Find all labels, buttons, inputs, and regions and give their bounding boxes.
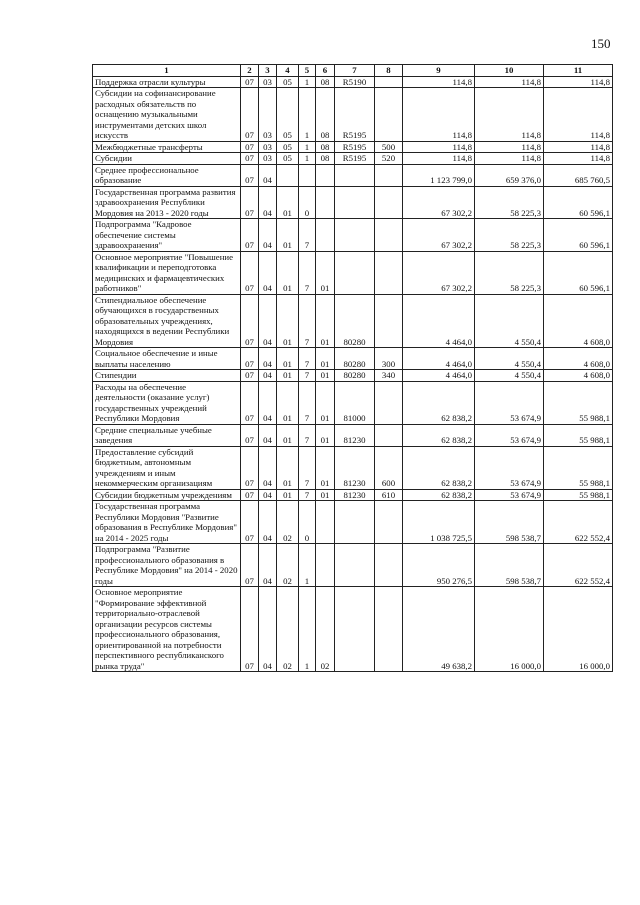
amount-cell: 4 550,4 xyxy=(475,370,544,382)
program-cell: 01 xyxy=(277,219,299,252)
amount-cell: 53 674,9 xyxy=(475,381,544,424)
program-cell xyxy=(277,164,299,186)
table-row xyxy=(93,446,613,489)
subprogram-cell: 1 xyxy=(299,544,316,587)
subprogram-cell: 1 xyxy=(299,141,316,153)
table-row xyxy=(93,424,613,446)
direction-cell xyxy=(335,219,375,252)
expense-type-cell xyxy=(375,424,403,446)
amount-cell: 62 838,2 xyxy=(403,446,475,489)
column-header: 10 xyxy=(475,65,544,77)
expense-type-cell xyxy=(375,381,403,424)
activity-cell: 02 xyxy=(316,587,335,672)
column-header: 1 xyxy=(93,65,241,77)
column-header: 9 xyxy=(403,65,475,77)
amount-cell: 60 596,1 xyxy=(544,186,613,219)
subsection-cell: 04 xyxy=(259,489,277,501)
expense-type-cell xyxy=(375,251,403,294)
program-cell: 02 xyxy=(277,544,299,587)
expense-type-cell xyxy=(375,587,403,672)
column-header: 6 xyxy=(316,65,335,77)
section-cell: 07 xyxy=(241,501,259,544)
subsection-cell: 04 xyxy=(259,219,277,252)
subprogram-cell: 7 xyxy=(299,489,316,501)
expense-type-cell xyxy=(375,219,403,252)
subsection-cell: 04 xyxy=(259,370,277,382)
expense-type-cell xyxy=(375,76,403,88)
direction-cell xyxy=(335,186,375,219)
activity-cell xyxy=(316,544,335,587)
table-row xyxy=(93,76,613,88)
amount-cell: 114,8 xyxy=(403,76,475,88)
row-name-cell: Межбюджетные трансферты xyxy=(93,141,241,153)
column-header: 3 xyxy=(259,65,277,77)
program-cell: 05 xyxy=(277,88,299,142)
amount-cell: 67 302,2 xyxy=(403,186,475,219)
amount-cell: 4 608,0 xyxy=(544,294,613,348)
subprogram-cell: 0 xyxy=(299,186,316,219)
section-cell: 07 xyxy=(241,164,259,186)
program-cell: 01 xyxy=(277,370,299,382)
amount-cell: 58 225,3 xyxy=(475,251,544,294)
subprogram-cell: 7 xyxy=(299,294,316,348)
amount-cell: 4 550,4 xyxy=(475,294,544,348)
section-cell: 07 xyxy=(241,294,259,348)
amount-cell: 114,8 xyxy=(544,88,613,142)
subprogram-cell: 0 xyxy=(299,501,316,544)
amount-cell: 4 608,0 xyxy=(544,370,613,382)
subsection-cell: 04 xyxy=(259,251,277,294)
amount-cell: 60 596,1 xyxy=(544,219,613,252)
activity-cell: 01 xyxy=(316,424,335,446)
expense-type-cell xyxy=(375,544,403,587)
amount-cell: 4 464,0 xyxy=(403,348,475,370)
column-header: 2 xyxy=(241,65,259,77)
row-name-cell: Расходы на обеспечение деятельности (оказание услуг) государственных учреждений Республики Мордовия xyxy=(93,381,241,424)
subsection-cell: 03 xyxy=(259,141,277,153)
activity-cell: 08 xyxy=(316,76,335,88)
program-cell: 02 xyxy=(277,587,299,672)
table-row xyxy=(93,501,613,544)
subsection-cell: 04 xyxy=(259,164,277,186)
subprogram-cell: 1 xyxy=(299,76,316,88)
amount-cell: 114,8 xyxy=(475,153,544,165)
subprogram-cell: 7 xyxy=(299,348,316,370)
subsection-cell: 04 xyxy=(259,446,277,489)
activity-cell: 08 xyxy=(316,153,335,165)
direction-cell: R5190 xyxy=(335,76,375,88)
section-cell: 07 xyxy=(241,219,259,252)
row-name-cell: Стипендиальное обеспечение обучающихся в государственных образовательных учреждениях, находящихся в ведении Республики Мордовия xyxy=(93,294,241,348)
table-row xyxy=(93,141,613,153)
table-row xyxy=(93,381,613,424)
amount-cell: 58 225,3 xyxy=(475,186,544,219)
subsection-cell: 04 xyxy=(259,348,277,370)
subprogram-cell: 7 xyxy=(299,370,316,382)
amount-cell: 114,8 xyxy=(544,76,613,88)
section-cell: 07 xyxy=(241,251,259,294)
expense-type-cell: 610 xyxy=(375,489,403,501)
activity-cell xyxy=(316,501,335,544)
column-header: 4 xyxy=(277,65,299,77)
amount-cell: 950 276,5 xyxy=(403,544,475,587)
direction-cell: R5195 xyxy=(335,141,375,153)
amount-cell: 114,8 xyxy=(475,88,544,142)
row-name-cell: Субсидии на софинансирование расходных обязательств по оснащению музыкальными инструментами детских школ искусств xyxy=(93,88,241,142)
program-cell: 01 xyxy=(277,251,299,294)
expense-type-cell xyxy=(375,501,403,544)
row-name-cell: Социальное обеспечение и иные выплаты населению xyxy=(93,348,241,370)
amount-cell: 16 000,0 xyxy=(475,587,544,672)
amount-cell: 114,8 xyxy=(403,88,475,142)
column-header: 8 xyxy=(375,65,403,77)
column-header: 5 xyxy=(299,65,316,77)
column-header: 7 xyxy=(335,65,375,77)
direction-cell: 81230 xyxy=(335,424,375,446)
amount-cell: 55 988,1 xyxy=(544,489,613,501)
direction-cell: 81230 xyxy=(335,489,375,501)
program-cell: 01 xyxy=(277,348,299,370)
amount-cell: 4 550,4 xyxy=(475,348,544,370)
amount-cell: 60 596,1 xyxy=(544,251,613,294)
direction-cell xyxy=(335,251,375,294)
amount-cell: 598 538,7 xyxy=(475,501,544,544)
row-name-cell: Подпрограмма "Развитие профессионального образования в Республике Мордовия" на 2014 - 2020 годы xyxy=(93,544,241,587)
row-name-cell: Подпрограмма "Кадровое обеспечение системы здравоохранения" xyxy=(93,219,241,252)
program-cell: 01 xyxy=(277,294,299,348)
activity-cell: 01 xyxy=(316,381,335,424)
section-cell: 07 xyxy=(241,424,259,446)
activity-cell: 01 xyxy=(316,251,335,294)
row-name-cell: Государственная программа Республики Мордовия "Развитие образования в Республике Мордовия" на 2014 - 2025 годы xyxy=(93,501,241,544)
direction-cell xyxy=(335,544,375,587)
amount-cell: 53 674,9 xyxy=(475,446,544,489)
table-row xyxy=(93,164,613,186)
amount-cell: 685 760,5 xyxy=(544,164,613,186)
row-name-cell: Субсидии бюджетным учреждениям xyxy=(93,489,241,501)
section-cell: 07 xyxy=(241,88,259,142)
expense-type-cell: 500 xyxy=(375,141,403,153)
activity-cell xyxy=(316,219,335,252)
amount-cell: 114,8 xyxy=(544,141,613,153)
subsection-cell: 03 xyxy=(259,88,277,142)
expense-type-cell: 600 xyxy=(375,446,403,489)
expense-type-cell: 340 xyxy=(375,370,403,382)
row-name-cell: Поддержка отрасли культуры xyxy=(93,76,241,88)
activity-cell: 01 xyxy=(316,370,335,382)
program-cell: 05 xyxy=(277,153,299,165)
expense-type-cell xyxy=(375,88,403,142)
direction-cell: R5195 xyxy=(335,153,375,165)
table-row xyxy=(93,348,613,370)
table-row xyxy=(93,370,613,382)
amount-cell: 55 988,1 xyxy=(544,424,613,446)
amount-cell: 53 674,9 xyxy=(475,424,544,446)
row-name-cell: Государственная программа развития здравоохранения Республики Мордовия на 2013 - 2020 годы xyxy=(93,186,241,219)
amount-cell: 114,8 xyxy=(544,153,613,165)
subprogram-cell: 7 xyxy=(299,219,316,252)
section-cell: 07 xyxy=(241,446,259,489)
amount-cell: 58 225,3 xyxy=(475,219,544,252)
amount-cell: 53 674,9 xyxy=(475,489,544,501)
section-cell: 07 xyxy=(241,76,259,88)
subsection-cell: 04 xyxy=(259,501,277,544)
expense-type-cell xyxy=(375,164,403,186)
amount-cell: 114,8 xyxy=(403,141,475,153)
amount-cell: 62 838,2 xyxy=(403,381,475,424)
activity-cell: 01 xyxy=(316,294,335,348)
section-cell: 07 xyxy=(241,587,259,672)
section-cell: 07 xyxy=(241,381,259,424)
amount-cell: 4 464,0 xyxy=(403,370,475,382)
direction-cell: 80280 xyxy=(335,294,375,348)
direction-cell xyxy=(335,501,375,544)
direction-cell: 81000 xyxy=(335,381,375,424)
amount-cell: 62 838,2 xyxy=(403,424,475,446)
section-cell: 07 xyxy=(241,489,259,501)
section-cell: 07 xyxy=(241,370,259,382)
activity-cell xyxy=(316,186,335,219)
amount-cell: 55 988,1 xyxy=(544,381,613,424)
row-name-cell: Субсидии xyxy=(93,153,241,165)
amount-cell: 4 464,0 xyxy=(403,294,475,348)
expense-type-cell: 520 xyxy=(375,153,403,165)
row-name-cell: Предоставление субсидий бюджетным, автономным учреждениям и иным некоммерческим организациям xyxy=(93,446,241,489)
amount-cell: 4 608,0 xyxy=(544,348,613,370)
subsection-cell: 04 xyxy=(259,587,277,672)
amount-cell: 114,8 xyxy=(403,153,475,165)
amount-cell: 659 376,0 xyxy=(475,164,544,186)
table-row xyxy=(93,544,613,587)
activity-cell: 08 xyxy=(316,141,335,153)
subsection-cell: 04 xyxy=(259,381,277,424)
program-cell: 01 xyxy=(277,381,299,424)
table-row xyxy=(93,186,613,219)
subprogram-cell: 7 xyxy=(299,424,316,446)
subprogram-cell: 1 xyxy=(299,153,316,165)
budget-table xyxy=(92,64,613,672)
direction-cell xyxy=(335,164,375,186)
subsection-cell: 04 xyxy=(259,424,277,446)
subsection-cell: 04 xyxy=(259,544,277,587)
subprogram-cell: 1 xyxy=(299,88,316,142)
amount-cell: 1 038 725,5 xyxy=(403,501,475,544)
amount-cell: 67 302,2 xyxy=(403,251,475,294)
table-row xyxy=(93,489,613,501)
section-cell: 07 xyxy=(241,141,259,153)
program-cell: 01 xyxy=(277,186,299,219)
subprogram-cell: 7 xyxy=(299,381,316,424)
program-cell: 02 xyxy=(277,501,299,544)
amount-cell: 622 552,4 xyxy=(544,501,613,544)
activity-cell: 01 xyxy=(316,489,335,501)
table-row xyxy=(93,251,613,294)
table-row xyxy=(93,88,613,142)
program-cell: 05 xyxy=(277,76,299,88)
row-name-cell: Основное мероприятие "Формирование эффективной территориально-отраслевой организации ресурсов системы профессионального образования, ориентированной на потребности перспективного республиканского рынка труда" xyxy=(93,587,241,672)
direction-cell: 80280 xyxy=(335,370,375,382)
direction-cell: R5195 xyxy=(335,88,375,142)
header-row xyxy=(93,65,613,77)
activity-cell xyxy=(316,164,335,186)
row-name-cell: Основное мероприятие "Повышение квалификации и переподготовка медицинских и фармацевтических работников" xyxy=(93,251,241,294)
subsection-cell: 04 xyxy=(259,294,277,348)
amount-cell: 598 538,7 xyxy=(475,544,544,587)
column-header: 11 xyxy=(544,65,613,77)
page-number: 150 xyxy=(591,36,611,51)
subprogram-cell: 7 xyxy=(299,446,316,489)
activity-cell: 01 xyxy=(316,446,335,489)
subsection-cell: 04 xyxy=(259,186,277,219)
amount-cell: 55 988,1 xyxy=(544,446,613,489)
amount-cell: 16 000,0 xyxy=(544,587,613,672)
expense-type-cell xyxy=(375,186,403,219)
program-cell: 05 xyxy=(277,141,299,153)
expense-type-cell xyxy=(375,294,403,348)
table-row xyxy=(93,294,613,348)
amount-cell: 622 552,4 xyxy=(544,544,613,587)
program-cell: 01 xyxy=(277,446,299,489)
direction-cell xyxy=(335,587,375,672)
amount-cell: 49 638,2 xyxy=(403,587,475,672)
subsection-cell: 03 xyxy=(259,76,277,88)
program-cell: 01 xyxy=(277,424,299,446)
amount-cell: 67 302,2 xyxy=(403,219,475,252)
row-name-cell: Стипендии xyxy=(93,370,241,382)
direction-cell: 80280 xyxy=(335,348,375,370)
direction-cell: 81230 xyxy=(335,446,375,489)
expense-type-cell: 300 xyxy=(375,348,403,370)
section-cell: 07 xyxy=(241,186,259,219)
table-row xyxy=(93,219,613,252)
row-name-cell: Среднее профессиональное образование xyxy=(93,164,241,186)
row-name-cell: Средние специальные учебные заведения xyxy=(93,424,241,446)
amount-cell: 114,8 xyxy=(475,141,544,153)
subprogram-cell xyxy=(299,164,316,186)
subprogram-cell: 7 xyxy=(299,251,316,294)
subprogram-cell: 1 xyxy=(299,587,316,672)
activity-cell: 08 xyxy=(316,88,335,142)
program-cell: 01 xyxy=(277,489,299,501)
amount-cell: 114,8 xyxy=(475,76,544,88)
amount-cell: 1 123 799,0 xyxy=(403,164,475,186)
subsection-cell: 03 xyxy=(259,153,277,165)
section-cell: 07 xyxy=(241,544,259,587)
section-cell: 07 xyxy=(241,153,259,165)
table-row xyxy=(93,153,613,165)
section-cell: 07 xyxy=(241,348,259,370)
amount-cell: 62 838,2 xyxy=(403,489,475,501)
activity-cell: 01 xyxy=(316,348,335,370)
table-row xyxy=(93,587,613,672)
